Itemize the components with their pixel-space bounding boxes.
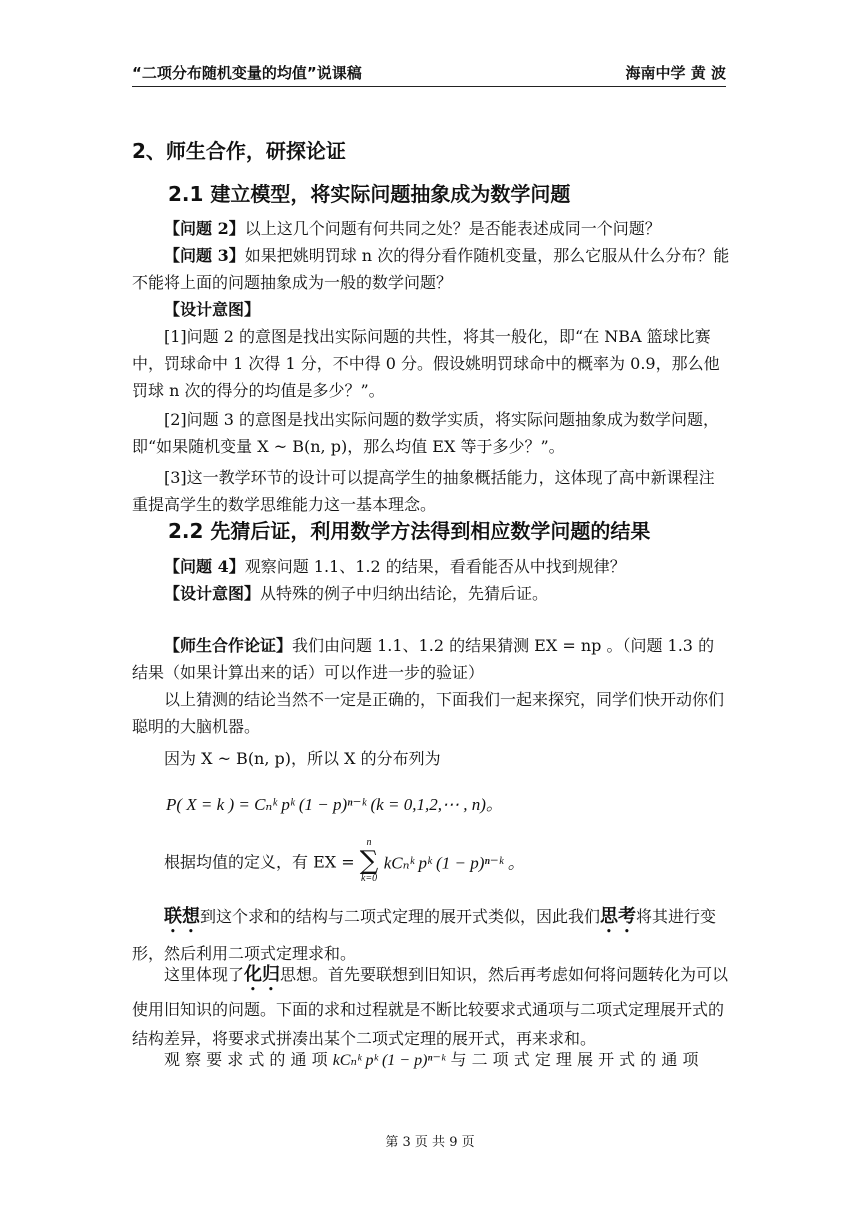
question-3 xyxy=(132,242,730,296)
intent-item-2: [2]问题 3 的意图是找出实际问题的数学实质，将实际问题抽象成为数学问题，即“如果随机变量 X ~ B(n, p)，那么均值 EX 等于多少？”。 xyxy=(132,410,720,456)
section-heading: 2、师生合作，研探论证 xyxy=(132,139,346,163)
transformation-post: 思想。首先要联想到旧知识，然后再考虑如何将问题转化为可以使用旧知识的问题。下面的求和过程就是不断比较要求式通项与二项式定理展开式的结构差异，将要求式拼凑出某个二项式定理的展开式，再来求和。 xyxy=(132,965,729,1048)
question-2-tag: 【问题 2】 xyxy=(164,219,245,238)
association-mid: 到这个求和的结构与二项式定理的展开式类似，因此我们 xyxy=(200,907,601,926)
intent-item-1: [1]问题 2 的意图是找出实际问题的共性，将其一般化，即“在 NBA 篮球比赛中，罚球命中 1 次得 1 分，不中得 0 分。假设姚明罚球命中的概率为 0.9，那么他罚球 n 次的得分的均值是多少？”。 xyxy=(132,327,720,400)
transformation-text xyxy=(132,960,730,1053)
question-2 xyxy=(132,215,730,242)
sum-lower-limit: k=0 xyxy=(360,873,378,884)
transformation-paragraph xyxy=(132,960,730,1053)
coop-proof-text: 我们由问题 1.1、1.2 的结果猜测 EX = np 。（问题 1.3 的结果（如果计算出来的话）可以作进一步的验证） xyxy=(132,636,715,682)
transformation-pre: 这里体现了 xyxy=(164,965,245,984)
keyword-transformation: 化归 xyxy=(244,964,281,985)
section-2-2-top xyxy=(132,553,730,607)
observe-line xyxy=(132,1046,730,1074)
keyword-association: 联想 xyxy=(164,906,200,927)
design-intent-2-text: 从特殊的例子中归纳出结论，先猜后证。 xyxy=(260,584,549,603)
sum-symbol xyxy=(360,838,379,884)
intent-item-3: [3]这一教学环节的设计可以提高学生的抽象概括能力，这体现了高中新课程注重提高学生的数学思维能力这一基本理念。 xyxy=(132,468,715,514)
design-intent-2-tag: 【设计意图】 xyxy=(164,584,261,603)
observe-expression: kCₙᵏ pᵏ (1 − p)ⁿ⁻ᵏ xyxy=(332,1052,446,1069)
pmf-formula: P( X = k ) = Cₙᵏ pᵏ (1 − p)ⁿ⁻ᵏ (k = 0,1,2,⋯ , n)。 xyxy=(166,795,503,814)
design-intent-label: 【设计意图】 xyxy=(164,300,261,319)
coop-proof xyxy=(132,632,730,686)
observe-text xyxy=(132,1046,730,1074)
because-text: 因为 X ~ B(n, p)，所以 X 的分布列为 xyxy=(164,749,441,768)
question-4-tag: 【问题 4】 xyxy=(164,557,245,576)
subsection-heading-2-2: 2.2 先猜后证，利用数学方法得到相应数学问题的结果 xyxy=(168,519,651,543)
question-4-text: 观察问题 1.1、1.2 的结果，看看能否从中找到规律？ xyxy=(244,557,626,576)
coop-proof-tag: 【师生合作论证】 xyxy=(164,636,293,655)
section-2-2-proof xyxy=(132,632,730,740)
page-number: 第 3 页 共 9 页 xyxy=(385,1135,475,1150)
sigma-icon: ∑ xyxy=(359,846,379,876)
header-divider xyxy=(132,86,726,87)
keyword-think: 思考 xyxy=(600,906,637,927)
association-end: 将其进行变形，然后利用二项式定理求和。 xyxy=(132,907,717,963)
header-author: 海南中学 黄 波 xyxy=(625,64,726,82)
question-3-tag: 【问题 3】 xyxy=(164,246,245,265)
observe-post: 与 二 项 式 定 理 展 开 式 的 通 项 xyxy=(445,1050,699,1069)
section-2-1-body xyxy=(132,215,730,518)
definition-prefix: 根据均值的定义，有 EX = xyxy=(164,852,360,872)
design-intent-2 xyxy=(132,580,730,607)
subsection-heading-2-1: 2.1 建立模型，将实际问题抽象成为数学问题 xyxy=(168,182,571,206)
observe-pre: 观 察 要 求 式 的 通 项 xyxy=(164,1050,333,1069)
definition-expression: kCₙᵏ pᵏ (1 − p)ⁿ⁻ᵏ 。 xyxy=(383,853,525,873)
because-line xyxy=(132,745,730,772)
question-4 xyxy=(132,553,730,580)
question-3-text: 如果把姚明罚球 n 次的得分看作随机变量，那么它服从什么分布？能不能将上面的问题抽象成为一般的数学问题？ xyxy=(132,246,730,292)
sum-upper-limit: n xyxy=(366,837,372,848)
guess-paragraph: 以上猜测的结论当然不一定是正确的，下面我们一起来探究，同学们快开动你们聪明的大脑机器。 xyxy=(132,690,725,736)
question-2-text: 以上这几个问题有何共同之处？是否能表述成同一个问题？ xyxy=(244,219,661,238)
expectation-definition xyxy=(164,838,525,884)
header-title: “二项分布随机变量的均值”说课稿 xyxy=(132,64,362,82)
